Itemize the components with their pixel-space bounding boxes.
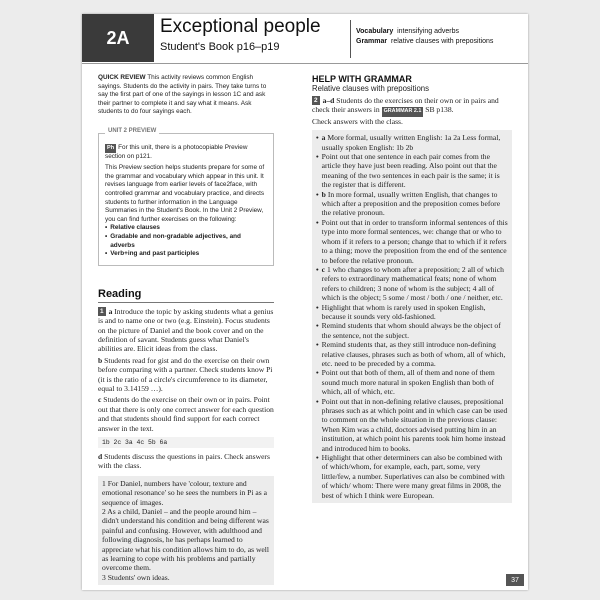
grammar-note: • Point out that one sentence in each pair comes from the article they have just been reading. Also point out that the meaning of the two sentences in each pair is the same; it is the register that is different. — [316, 152, 500, 190]
grammar-notes-box — [312, 130, 512, 503]
preview-bullet: • Relative clauses — [105, 224, 160, 232]
preview-bullet: • Verb+ing and past participles — [105, 250, 200, 258]
grammar-value: relative clauses with prepositions — [391, 38, 494, 45]
grammar-note: • Point out that in non-defining relative clauses, prepositional phrases such as at which point and in which case can be used to comment on the whole situation in the previous clause: When Kim was a child, doctors advised putting him in an institution, at which point his parents took him home instead and introduced him to books. — [316, 396, 508, 453]
grammar-instruction: 2 a–d Students do the exercises on their own or in pairs and check their answers in GRAMMAR 2.1 SB p138. — [312, 96, 512, 117]
reading-1a: 1 a Introduce the topic by asking students what a genius is and to name one or two (e.g. Einstein). Focus students on the picture of Daniel and the book cover and on the definition of savant. Students guess what Daniel's abilities are. Elicit ideas from the class. — [98, 306, 274, 354]
page-number: 37 — [506, 574, 524, 586]
grammar-note: • a More formal, usually written English: 1a 2a Less formal, usually spoken English: 1b 2b — [316, 133, 501, 152]
vocabulary-label: Vocabulary — [356, 28, 394, 35]
grammar-note: • Highlight that whom is rarely used in spoken English, because it sounds very old-fashioned. — [316, 302, 486, 321]
model-answers-box — [98, 476, 274, 585]
model-answer: 3 Students' own ideas. — [102, 572, 170, 582]
help-heading: HELP WITH GRAMMAR — [312, 74, 412, 84]
page-subtitle: Student's Book p16–p19 — [160, 41, 280, 53]
model-answer: 1 For Daniel, numbers have 'colour, texture and emotional resonance' so he sees the numbers in Pi as a sequence of images. — [102, 478, 268, 507]
preview-intro — [105, 144, 267, 161]
preview-body: This Preview section helps students prepare for some of the grammar and vocabulary which appear in this unit. It revises language from earlier levels of face2face, with controlled grammar and vocabulary practice, and directs students to further information in the Language Summaries in the Student's Book. In the Unit 2 Preview, you can find further exercises on the following: — [105, 164, 265, 223]
unit-preview-box — [98, 127, 274, 266]
reading-1d: d Students discuss the questions in pairs. Check answers with the class. — [98, 451, 270, 471]
reading-heading: Reading — [98, 287, 142, 300]
page-title: Exceptional people — [160, 16, 321, 37]
exercise-number: 1 — [100, 307, 104, 315]
unit-preview-tag: UNIT 2 PREVIEW — [105, 128, 159, 134]
reading-rule — [98, 302, 274, 303]
grammar-note: • Point out that in order to transform informal sentences of this type into more formal sentences, we: change that or who to whom if it refers to a person; change that to which if it refers to a thing; move the preposition from the end of the sentence to before the relative pronoun. — [316, 217, 508, 265]
vocabulary-line — [356, 28, 459, 35]
right-column — [312, 74, 512, 503]
quick-review-text: This activity reviews common English sayings. Students do the activity in pairs. They take turns to say the first part of one of the sayings in lesson 1C and ask their partner to complete it and say what it means. Ask students to do four sayings each. — [98, 74, 267, 116]
preview-bullet: • Gradable and non-gradable adjectives, and adverbs — [105, 232, 241, 249]
reading-1b: b Students read for gist and do the exercise on their own before comparing with a partner. Check students know Pi (it is the ratio of a circle's circumference to its diameter, equal to 3.14159 …). — [98, 355, 273, 393]
left-column — [98, 74, 274, 585]
unit-code-badge: 2A — [82, 14, 154, 62]
grammar-line — [356, 38, 493, 45]
grammar-note: • b In more formal, usually written English, that changes to which after a preposition and the preposition comes before the relative pronoun. — [316, 189, 501, 218]
quick-review — [98, 74, 274, 117]
grammar-note: • Highlight that other determiners can also be combined with of which/whom, for example, each, part, some, very little/few, a number. Superlatives can also be combined with of which/ whom: There were many great films in 2008, the best of which I think were European. — [316, 453, 505, 500]
header-divider — [350, 20, 351, 58]
answer-key: 1b 2c 3a 4c 5b 6a — [98, 437, 274, 448]
help-subheading: Relative clauses with prepositions — [312, 84, 430, 93]
quick-review-label: QUICK REVIEW — [98, 74, 146, 81]
grammar-reference-badge: GRAMMAR 2.1 — [382, 107, 424, 116]
check-answers-text: Check answers with the class. — [312, 116, 403, 126]
grammar-label: Grammar — [356, 38, 388, 45]
teacher-book-page — [82, 14, 528, 590]
reading-1c: c Students do the exercise on their own or in pairs. Point out that there is only one correct answer for each question and that students should find support for each correct answer in the text. — [98, 395, 274, 433]
grammar-note: • Remind students that, as they still introduce non-defining relative clauses, phrases such as both of whom, all of which, etc. need to be preceded by a comma. — [316, 340, 506, 368]
grammar-note: • Point out that both of them, all of them and none of them sound much more natural in spoken English than both of which, all of which, etc. — [316, 368, 495, 397]
photocopiable-icon: Ph — [107, 144, 115, 151]
model-answer: 2 As a child, Daniel – and the people around him – didn't understand his condition and being different was painful and confusing. However, with adulthood and following diagnosis, he has perhaps learned to appreciate what his condition allows him to do, as well as learning to cope with his problems and partially overcome them. — [102, 507, 270, 573]
preview-intro-text: For this unit, there is a photocopiable Preview section on p121. — [105, 143, 248, 160]
exercise-number: 2 — [314, 97, 318, 104]
grammar-note: • Remind students that whom should always be the object of the sentence, not the subject. — [316, 321, 501, 340]
grammar-note: • c 1 who changes to whom after a preposition; 2 all of which refers to extraordinary mathematical feats; none of whom refers to children; 3 none of whom is the subject; 4 all of which is the object; 5 some / most / both / one / neither, etc. — [316, 264, 504, 303]
vocabulary-value: intensifying adverbs — [397, 28, 459, 35]
header-rule — [82, 63, 528, 64]
page-header — [82, 14, 528, 62]
